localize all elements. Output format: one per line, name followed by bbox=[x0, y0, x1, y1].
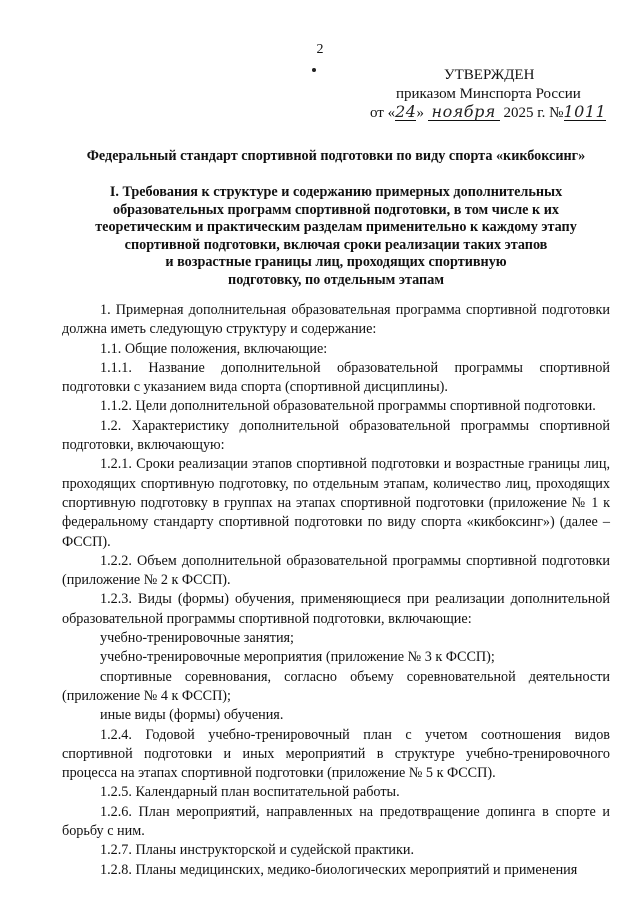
paragraph: 1.2.6. План мероприятий, направленных на предотвращение допинга в спорте и борьбу с ним. bbox=[62, 803, 610, 840]
list-item: учебно-тренировочные мероприятия (приложение № 3 к ФССП); bbox=[100, 649, 495, 666]
approval-order-line: приказом Минспорта России bbox=[396, 86, 581, 102]
approval-title: УТВЕРЖДЕН bbox=[444, 67, 535, 83]
date-month: ноября bbox=[428, 104, 500, 121]
section-heading-line: теоретическим и практическим разделам применительно к каждому этапу bbox=[95, 219, 577, 236]
section-heading-line: подготовку, по отдельным этапам bbox=[228, 271, 444, 288]
paragraph: 1.2. Характеристику дополнительной образовательной программы спортивной подготовки, включающую: bbox=[62, 417, 610, 454]
paragraph: 1.2.3. Виды (формы) обучения, применяющиеся при реализации дополнительной образовательной программы спортивной подготовки, включающие: bbox=[62, 591, 610, 627]
section-heading-line: образовательных программ спортивной подготовки, в том числе к их bbox=[112, 201, 559, 218]
approval-block bbox=[368, 66, 608, 123]
date-year: 2025 г. № bbox=[503, 105, 564, 121]
paragraph: 1.2.2. Объем дополнительной образовательной программы спортивной подготовки (приложение № 2 к ФССП). bbox=[62, 552, 610, 589]
section-heading bbox=[62, 184, 610, 290]
paragraph: 1.2.5. Календарный план воспитательной работы. bbox=[100, 784, 400, 801]
paragraph: 1.1.2. Цели дополнительной образовательной программы спортивной подготовки. bbox=[100, 398, 596, 415]
standard-title: Федеральный стандарт спортивной подготовки по виду спорта «кикбоксинг» bbox=[86, 148, 586, 164]
paragraph: 1. Примерная дополнительная образовательная программа спортивной подготовки должна иметь следующую структуру и содержание: bbox=[62, 302, 610, 338]
list-item: спортивные соревнования, согласно объему соревновательной деятельности (приложение № 4 к ФССП); bbox=[62, 668, 610, 704]
list-item: иные виды (формы) обучения. bbox=[100, 707, 284, 724]
paragraph: 1.1.1. Название дополнительной образовательной программы спортивной подготовки с указанием вида спорта (спортивной дисциплины). bbox=[62, 359, 610, 396]
paragraph: 1.2.1. Сроки реализации этапов спортивной подготовки и возрастные границы лиц, проходящих спортивную подготовку, по отдельным этапам, количество лиц, проходящих спортивную подготовку в группах на этапах спортивной подготовки (приложение № 1 к федеральному стандарту спортивной подготовки по виду спорта «кикбоксинг») (далее – ФССП). bbox=[62, 456, 610, 550]
approval-date-line bbox=[368, 104, 608, 123]
section-heading-line: I. Требования к структуре и содержанию примерных дополнительных bbox=[109, 184, 563, 200]
list-item: учебно-тренировочные занятия; bbox=[100, 630, 295, 647]
date-prefix: от « bbox=[370, 105, 396, 121]
page-number: 2 bbox=[316, 42, 324, 57]
document-body bbox=[62, 301, 610, 880]
section-heading-line: спортивной подготовки, включая сроки реализации таких этапов bbox=[124, 236, 548, 253]
date-day: 24 bbox=[395, 102, 417, 121]
date-mid: » bbox=[416, 105, 424, 121]
paragraph: 1.2.8. Планы медицинских, медико-биологических мероприятий и применения bbox=[100, 861, 578, 878]
paragraph: 1.2.4. Годовой учебно-тренировочный план с учетом соотношения видов спортивной подготовки и иных мероприятий в структуре учебно-тренировочного процесса на этапах спортивной подготовки (приложение № 5 к ФССП). bbox=[62, 726, 610, 782]
paragraph: 1.1. Общие положения, включающие: bbox=[100, 340, 328, 357]
section-heading-line: и возрастные границы лиц, проходящих спортивную bbox=[165, 254, 507, 271]
paragraph: 1.2.7. Планы инструкторской и судейской практики. bbox=[100, 842, 414, 859]
order-number: 1011 bbox=[563, 102, 607, 121]
stamp-dot bbox=[312, 68, 316, 72]
